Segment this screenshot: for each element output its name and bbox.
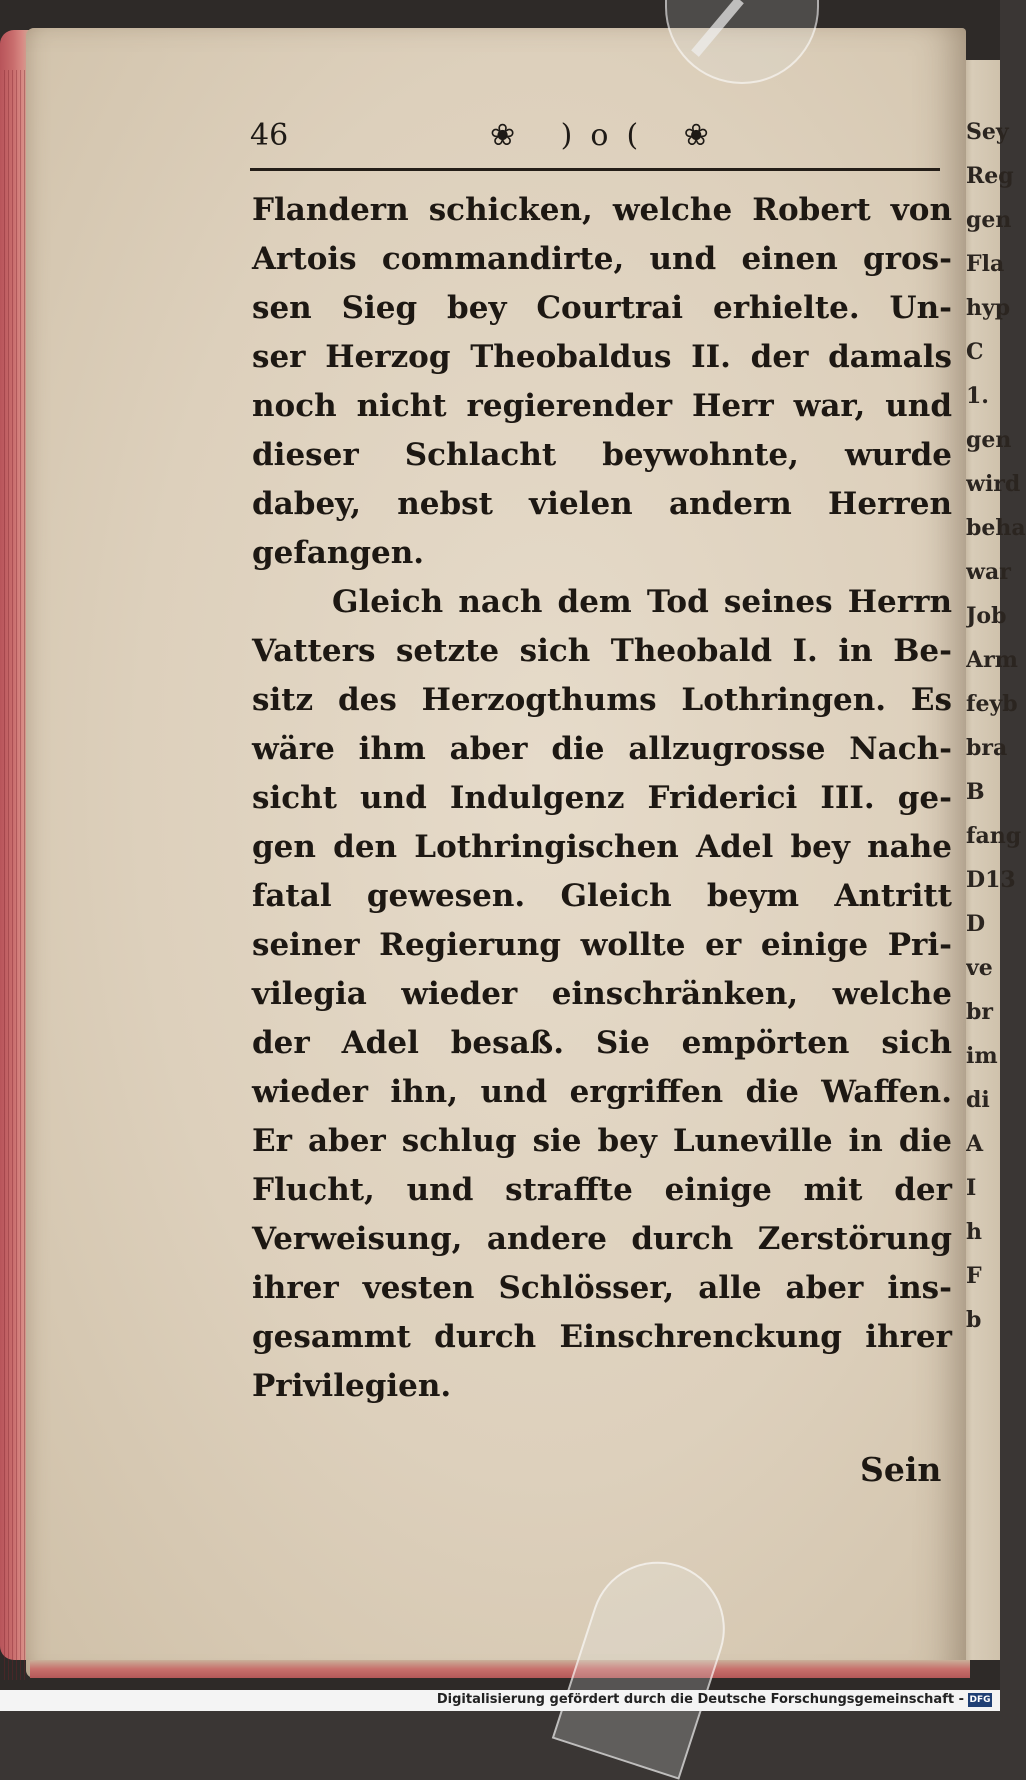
text-line: sitz des Herzogthums Lothringen. Es — [252, 682, 952, 718]
page-number: 46 — [250, 118, 289, 153]
text-line: Artois commandirte, und einen gros- — [252, 241, 952, 277]
next-page-fragment: Sey Reg gen Fla hyp C 1. gen wird beha war Job Arm feyb bra B fang D13 D ve br im di A I h F b — [966, 119, 1026, 1333]
dfg-logo: DFG — [969, 1695, 991, 1705]
text-line: Er aber schlug sie bey Luneville in die — [252, 1123, 952, 1159]
page-edge-lines — [4, 70, 26, 1680]
text-line: Privilegien. — [252, 1368, 452, 1404]
footer-bar — [0, 1690, 1000, 1711]
text-line: gefangen. — [252, 535, 425, 571]
text-line: sen Sieg bey Courtrai erhielte. Un- — [252, 290, 952, 326]
text-line: wieder ihn, und ergriffen die Waffen. — [252, 1074, 952, 1110]
text-line: dabey, nebst vielen andern Herren — [252, 486, 952, 522]
text-line: der Adel besaß. Sie empörten sich — [252, 1025, 952, 1061]
text-line: noch nicht regierender Herr war, und — [252, 388, 952, 424]
text-line: Flucht, und straffte einige mit der — [252, 1172, 952, 1208]
text-line: sicht und Indulgenz Friderici III. ge- — [252, 780, 952, 816]
page-edge-bottom — [30, 1660, 970, 1678]
footer-credit: Digitalisierung gefördert durch die Deutsche Forschungsgemeinschaft - — [436, 1692, 964, 1707]
text-line: Vatters setzte sich Theobald I. in Be- — [252, 633, 952, 669]
text-line: vilegia wieder einschränken, welche — [252, 976, 952, 1012]
text-line: gesammt durch Einschrenckung ihrer — [252, 1319, 952, 1355]
header-ornament: ❀ )o( ❀ — [490, 118, 727, 153]
text-line: fatal gewesen. Gleich beym Antritt — [252, 878, 952, 914]
text-line: ihrer vesten Schlösser, alle aber ins- — [252, 1270, 952, 1306]
body-text — [252, 186, 952, 1411]
text-line: seiner Regierung wollte er einige Pri- — [252, 927, 952, 963]
page-header — [250, 118, 940, 168]
text-line: dieser Schlacht beywohnte, wurde — [252, 437, 952, 473]
catchword: Sein — [860, 1450, 942, 1489]
text-line: ser Herzog Theobaldus II. der damals — [252, 339, 952, 375]
text-line: Verweisung, andere durch Zerstörung — [252, 1221, 952, 1257]
text-line: Gleich nach dem Tod seines Herrn — [332, 584, 952, 620]
text-line: gen den Lothringischen Adel bey nahe — [252, 829, 952, 865]
text-line: Flandern schicken, welche Robert von — [252, 192, 952, 228]
text-line: wäre ihm aber die allzugrosse Nach- — [252, 731, 952, 767]
header-rule — [250, 168, 940, 171]
